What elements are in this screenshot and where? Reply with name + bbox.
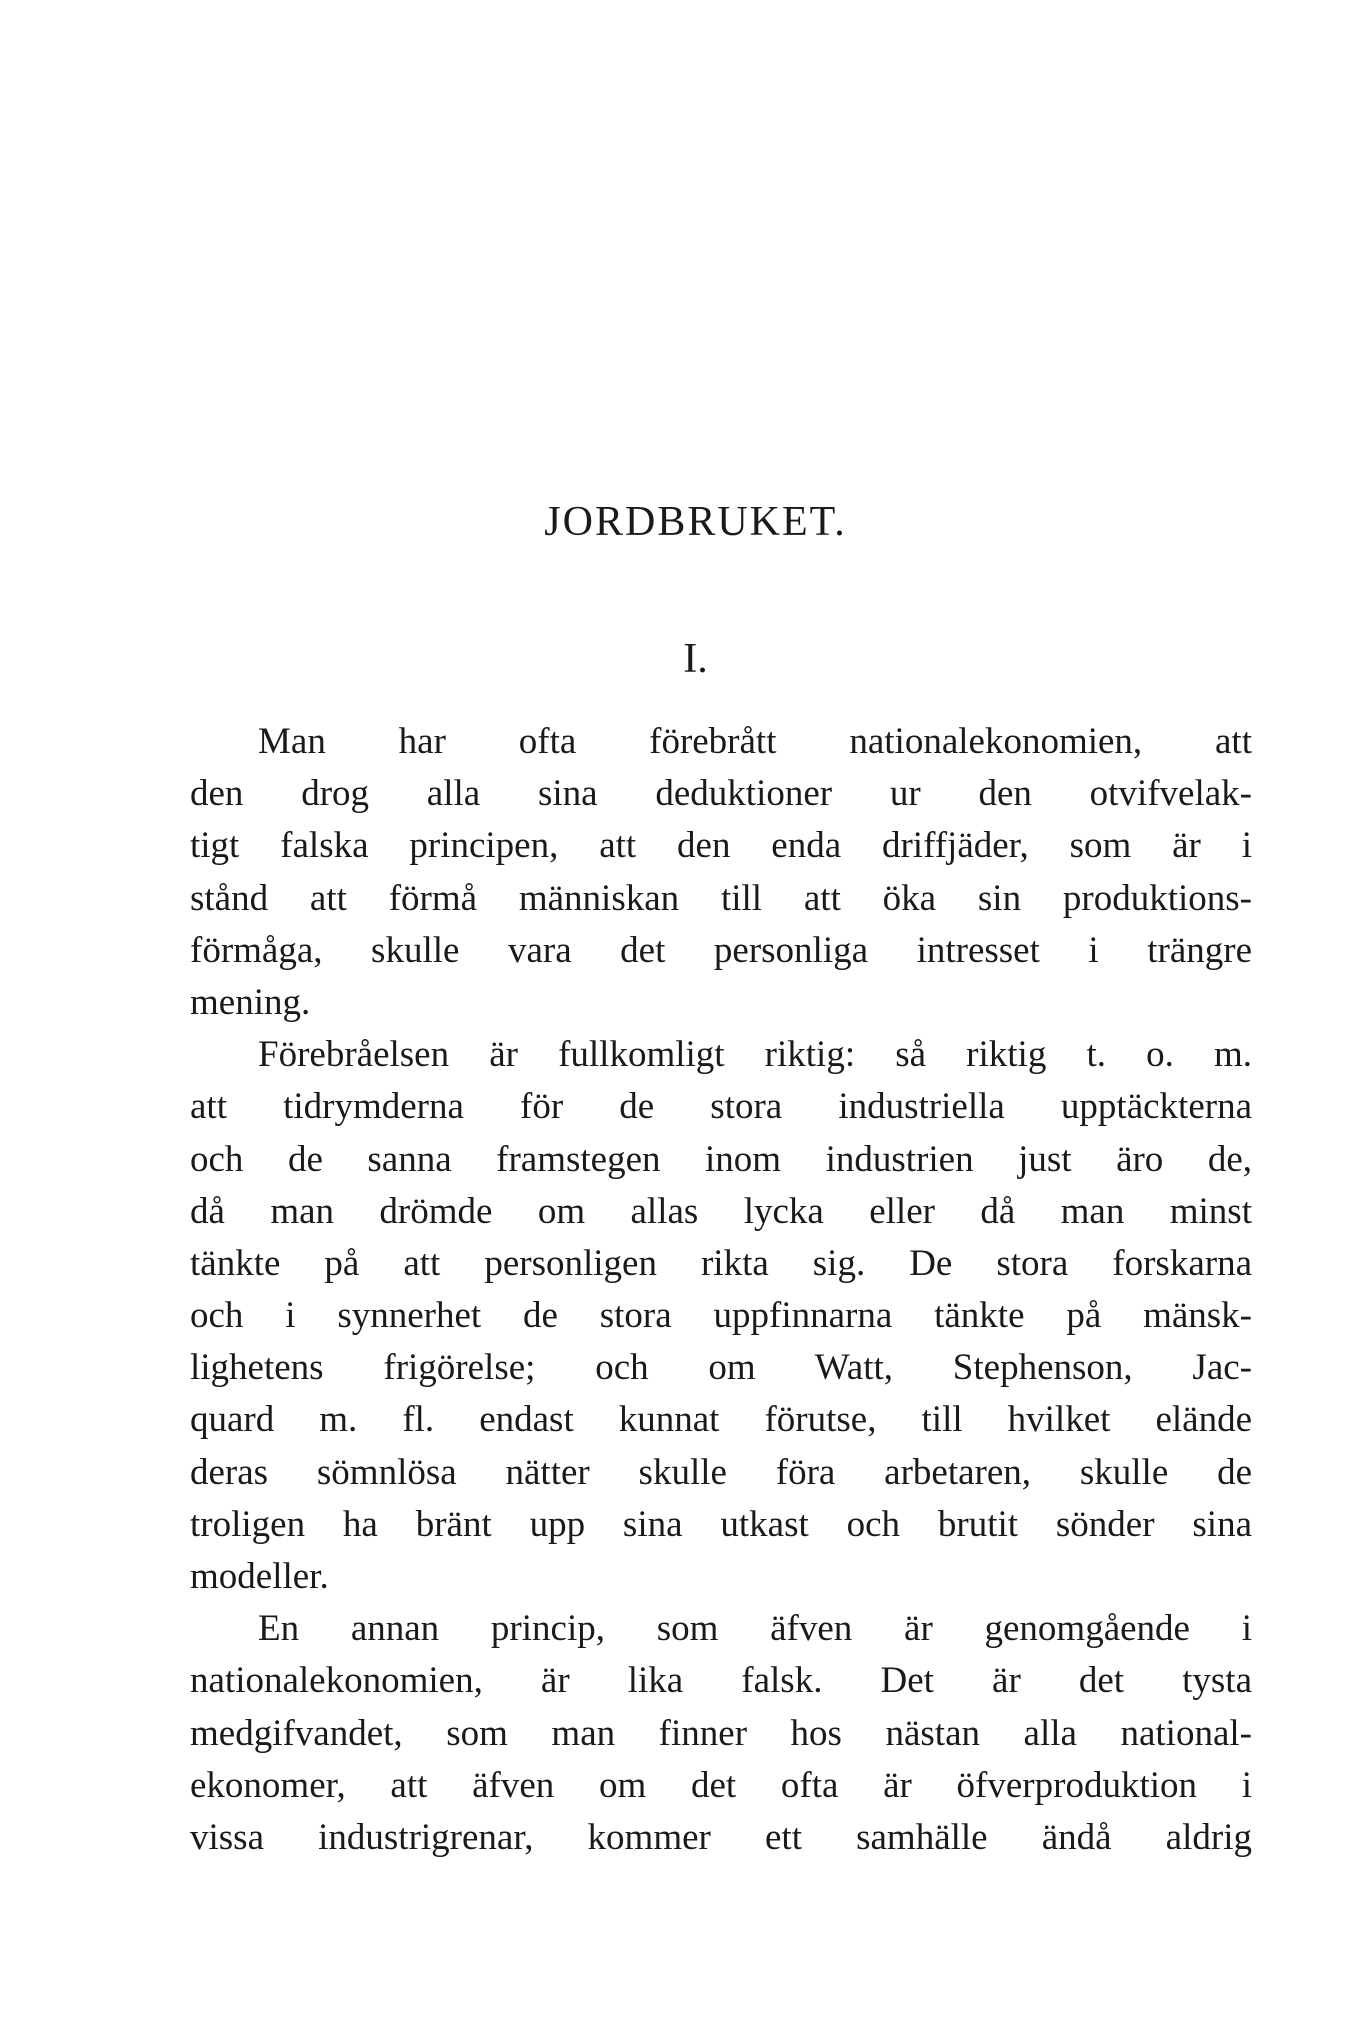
text-line: mening. [190, 981, 311, 1023]
text-line: tigt falska principen, att den enda driffjäder, som är i [190, 825, 1252, 867]
text-line: troligen ha bränt upp sina utkast och brutit sönder sina [190, 1503, 1252, 1545]
chapter-title: JORDBRUKET. [544, 499, 847, 545]
text-line: En annan princip, som äfven är genomgående i [258, 1608, 1252, 1650]
text-line: Förebråelsen är fullkomligt riktig: så riktig t. o. m. [258, 1034, 1252, 1076]
text-line: att tidrymderna för de stora industriella upptäckterna [190, 1086, 1252, 1128]
text-line: tänkte på att personligen rikta sig. De stora forskarna [190, 1242, 1252, 1284]
section-number: I. [683, 636, 708, 682]
text-line: förmåga, skulle vara det personliga intresset i trängre [190, 929, 1252, 971]
text-line: stånd att förmå människan till att öka sin produktions- [190, 877, 1252, 919]
text-line: medgifvandet, som man finner hos nästan alla national- [190, 1712, 1252, 1754]
text-line: quard m. fl. endast kunnat förutse, till hvilket elände [190, 1399, 1252, 1441]
text-line: den drog alla sina deduktioner ur den otvifvelak- [190, 773, 1252, 815]
text-line: ekonomer, att äfven om det ofta är öfverproduktion i [190, 1764, 1252, 1806]
text-line: nationalekonomien, är lika falsk. Det är det tysta [190, 1660, 1252, 1702]
text-line: och de sanna framstegen inom industrien just äro de, [190, 1138, 1252, 1180]
text-line: Man har ofta förebrått nationalekonomien, att [258, 721, 1252, 762]
text-line: lighetens frigörelse; och om Watt, Stephenson, Jac- [190, 1347, 1252, 1389]
text-line: modeller. [190, 1556, 329, 1597]
body-text [190, 716, 1252, 1864]
text-line: deras sömnlösa nätter skulle föra arbetaren, skulle de [190, 1451, 1252, 1493]
text-line: då man drömde om allas lycka eller då man minst [190, 1190, 1252, 1232]
text-line: och i synnerhet de stora uppfinnarna tänkte på mänsk- [190, 1295, 1252, 1337]
text-line: vissa industrigrenar, kommer ett samhälle ändå aldrig [190, 1816, 1252, 1858]
